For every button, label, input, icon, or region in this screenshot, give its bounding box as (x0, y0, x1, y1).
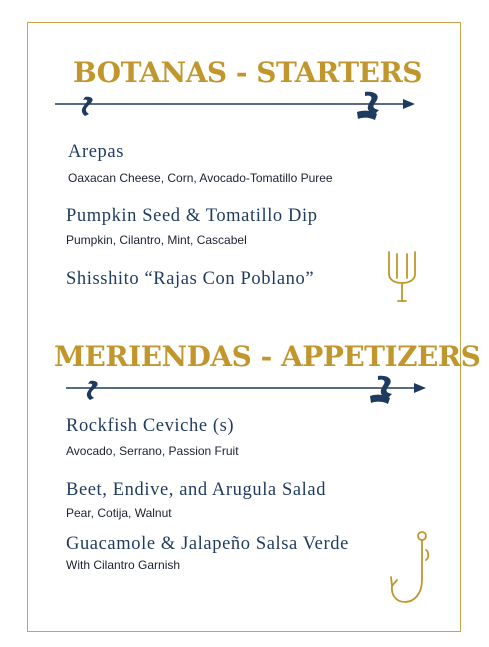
menu-item-description: Pear, Cotija, Walnut (66, 506, 172, 520)
section-title-appetizers: MERIENDAS - APPETIZERS (54, 340, 481, 373)
menu-item-name: Arepas (68, 142, 124, 162)
menu-item-name: Shisshito “Rajas Con Poblano” (66, 269, 315, 289)
trident-fork-icon (385, 248, 419, 304)
menu-item-description: Avocado, Serrano, Passion Fruit (66, 444, 239, 458)
section-title-starters: BOTANAS - STARTERS (73, 56, 422, 89)
menu-item-name: Pumpkin Seed & Tomatillo Dip (66, 206, 318, 226)
menu-item-name: Beet, Endive, and Arugula Salad (66, 480, 327, 500)
arrow-divider-icon (55, 88, 417, 124)
arrow-divider-icon (66, 372, 428, 408)
fish-hook-icon (388, 528, 434, 606)
menu-item-description: Oaxacan Cheese, Corn, Avocado-Tomatillo Puree (68, 171, 333, 185)
menu-item-description: With Cilantro Garnish (66, 558, 181, 572)
menu-item-description: Pumpkin, Cilantro, Mint, Cascabel (66, 233, 247, 247)
menu-item-name: Guacamole & Jalapeño Salsa Verde (66, 534, 349, 554)
menu-item-name: Rockfish Ceviche (s) (66, 416, 235, 436)
